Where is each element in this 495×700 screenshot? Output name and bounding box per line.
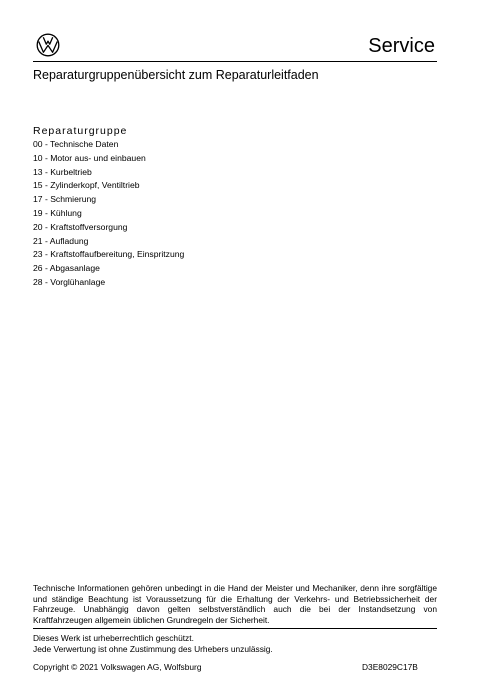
repair-group-item[interactable]: 17 - Schmierung [33, 194, 97, 205]
document-subtitle: Reparaturgruppenübersicht zum Reparaturleitfaden [33, 68, 319, 82]
legal-notice-line: Jede Verwertung ist ohne Zustimmung des Urhebers unzulässig. [33, 644, 273, 654]
header-divider [33, 61, 437, 62]
copyright-text: Copyright © 2021 Volkswagen AG, Wolfsburg [33, 662, 202, 672]
repair-group-list [33, 138, 184, 290]
repair-group-item[interactable]: 26 - Abgasanlage [33, 263, 100, 274]
legal-notice-line: Dieses Werk ist urheberrechtlich geschützt. [33, 633, 194, 643]
document-id: D3E8029C17B [362, 662, 418, 672]
repair-group-item[interactable]: 19 - Kühlung [33, 207, 82, 218]
legal-notice [33, 633, 273, 655]
vw-logo-icon [36, 33, 60, 57]
repair-group-heading: Reparaturgruppe [33, 125, 128, 137]
repair-group-item[interactable]: 13 - Kurbeltrieb [33, 166, 92, 177]
page-title: Service [368, 35, 435, 57]
repair-group-item[interactable]: 20 - Kraftstoffversorgung [33, 221, 128, 232]
repair-group-item[interactable]: 00 - Technische Daten [33, 139, 119, 149]
footer-divider [33, 628, 437, 629]
repair-group-item[interactable]: 10 - Motor aus- und einbauen [33, 152, 146, 163]
repair-group-item[interactable]: 15 - Zylinderkopf, Ventiltrieb [33, 180, 140, 191]
repair-group-item[interactable]: 23 - Kraftstoffaufbereitung, Einspritzung [33, 249, 185, 260]
repair-group-item[interactable]: 21 - Aufladung [33, 235, 89, 246]
safety-disclaimer: Technische Informationen gehören unbedingt in die Hand der Meister und Mechaniker, denn ihre sorgfältige und ständige Beachtung ist Voraussetzung für die Erhaltung der Verkehrs- und Betriebssicherheit der Fahrzeuge. Unabhängig davon gelten selbstverständlich auch die bei der Instandsetzung von Kraftfahrzeugen allgemein üblichen Grundregeln der Sicherheit. [33, 583, 437, 625]
repair-group-item[interactable]: 28 - Vorglühanlage [33, 276, 106, 287]
